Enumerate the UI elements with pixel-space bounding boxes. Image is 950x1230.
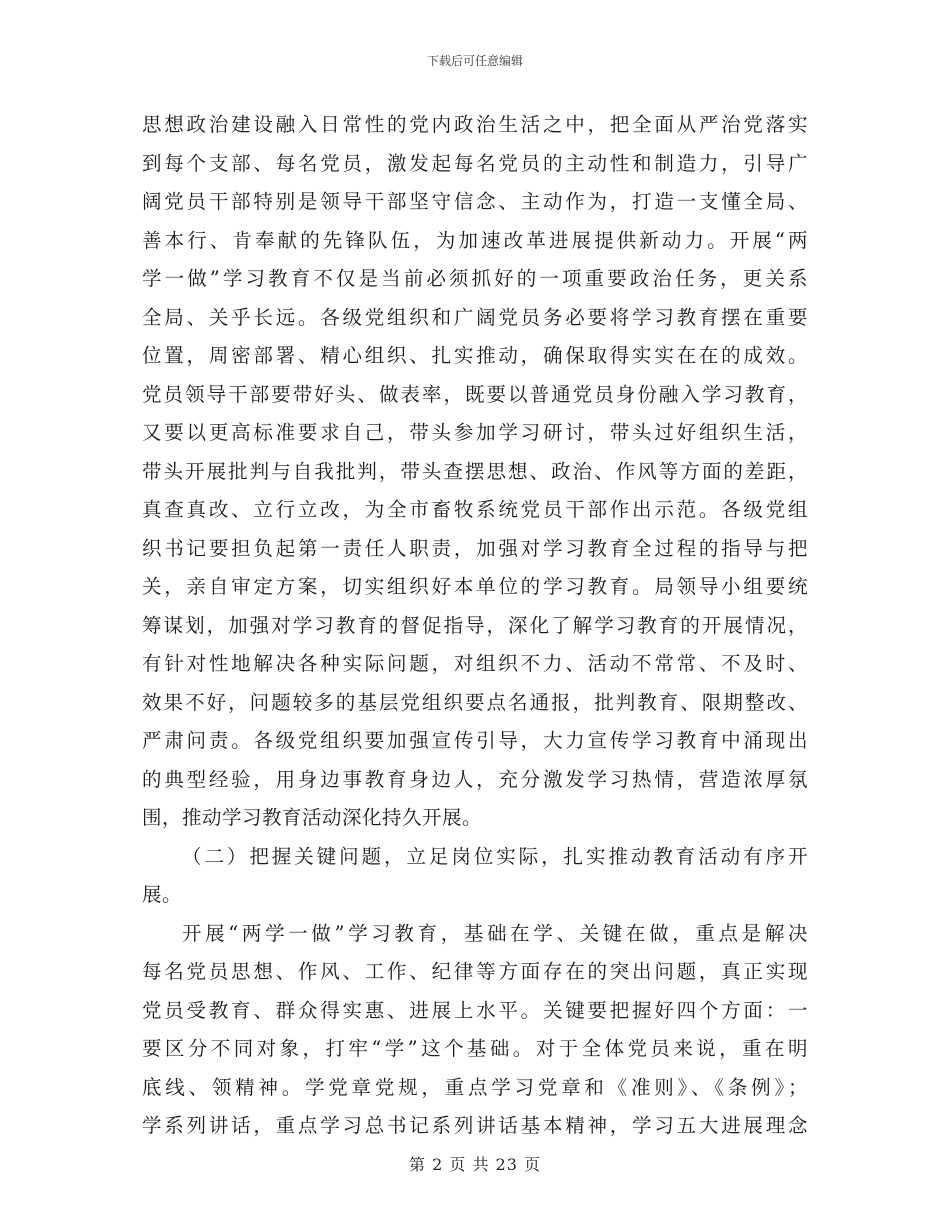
body-line: 围，推动学习教育活动深化持久开展。 — [142, 806, 483, 829]
document-body — [142, 106, 808, 1146]
body-line: 全局、关乎长远。各级党组织和广阔党员务必要将学习教育摆在重要 — [142, 305, 808, 329]
body-line: 真查真改、立行立改，为全市畜牧系统党员干部作出示范。各级党组 — [142, 498, 808, 521]
body-line: 位置，周密部署、精心组织、扎实推动，确保取得实实在在的成效。 — [142, 344, 808, 367]
body-line: 学系列讲话，重点学习总书记系列讲话基本精神，学习五大进展理念 — [142, 1114, 808, 1137]
page-header-note: 下载后可任意编辑 — [426, 54, 523, 68]
body-line: 织书记要担负起第一责任人职责，加强对学习教育全过程的指导与把 — [142, 536, 808, 560]
body-line: 严肃问责。各级党组织要加强宣传引导，大力宣传学习教育中涌现出 — [142, 729, 808, 752]
page-number-footer: 第 2 页 共 23 页 — [409, 1155, 541, 1174]
body-line: 要区分不同对象，打牢“学”这个基础。对于全体党员来说，重在明 — [142, 1037, 808, 1060]
body-line: 效果不好，问题较多的基层党组织要点名通报，批判教育、限期整改、 — [142, 690, 808, 714]
body-line: 党员受教育、群众得实惠、进展上水平。关键要把握好四个方面：一 — [142, 998, 808, 1022]
body-line: 又要以更高标准要求自己，带头参加学习研讨，带头过好组织生活， — [142, 421, 808, 444]
body-line: 到每个支部、每名党员，激发起每名党员的主动性和制造力，引导广 — [142, 151, 808, 175]
body-line: 有针对性地解决各种实际问题，对组织不力、活动不常常、不及时、 — [142, 652, 808, 675]
body-line: 每名党员思想、作风、工作、纪律等方面存在的突出问题，真正实现 — [142, 960, 808, 983]
body-line: 关，亲自审定方案，切实组织好本单位的学习教育。局领导小组要统 — [142, 575, 808, 598]
body-line: 善本行、肯奉献的先锋队伍，为加速改革进展提供新动力。开展“两 — [142, 228, 808, 252]
body-line: 思想政治建设融入日常性的党内政治生活之中，把全面从严治党落实 — [142, 113, 808, 136]
body-line: 底线、领精神。学党章党规，重点学习党章和《准则》、《条例》； — [142, 1075, 808, 1099]
section-heading-line: （二）把握关键问题，立足岗位实际，扎实推动教育活动有序开 — [182, 844, 808, 868]
body-line: 阔党员干部特别是领导干部坚守信念、主动作为，打造一支懂全局、 — [142, 190, 808, 213]
body-line: 学一做”学习教育不仅是当前必须抓好的一项重要政治任务，更关系 — [142, 267, 808, 290]
body-line: 开展“两学一做”学习教育，基础在学、关键在做，重点是解决 — [182, 921, 808, 945]
body-line: 党员领导干部要带好头、做表率，既要以普通党员身份融入学习教育， — [142, 382, 808, 406]
body-line: 筹谋划，加强对学习教育的督促指导，深化了解学习教育的开展情况， — [142, 613, 808, 637]
section-heading-line: 展。 — [142, 883, 183, 906]
body-line: 的典型经验，用身边事教育身边人，充分激发学习热情，营造浓厚氛 — [142, 767, 808, 791]
body-line: 带头开展批判与自我批判，带头查摆思想、政治、作风等方面的差距， — [142, 459, 808, 483]
